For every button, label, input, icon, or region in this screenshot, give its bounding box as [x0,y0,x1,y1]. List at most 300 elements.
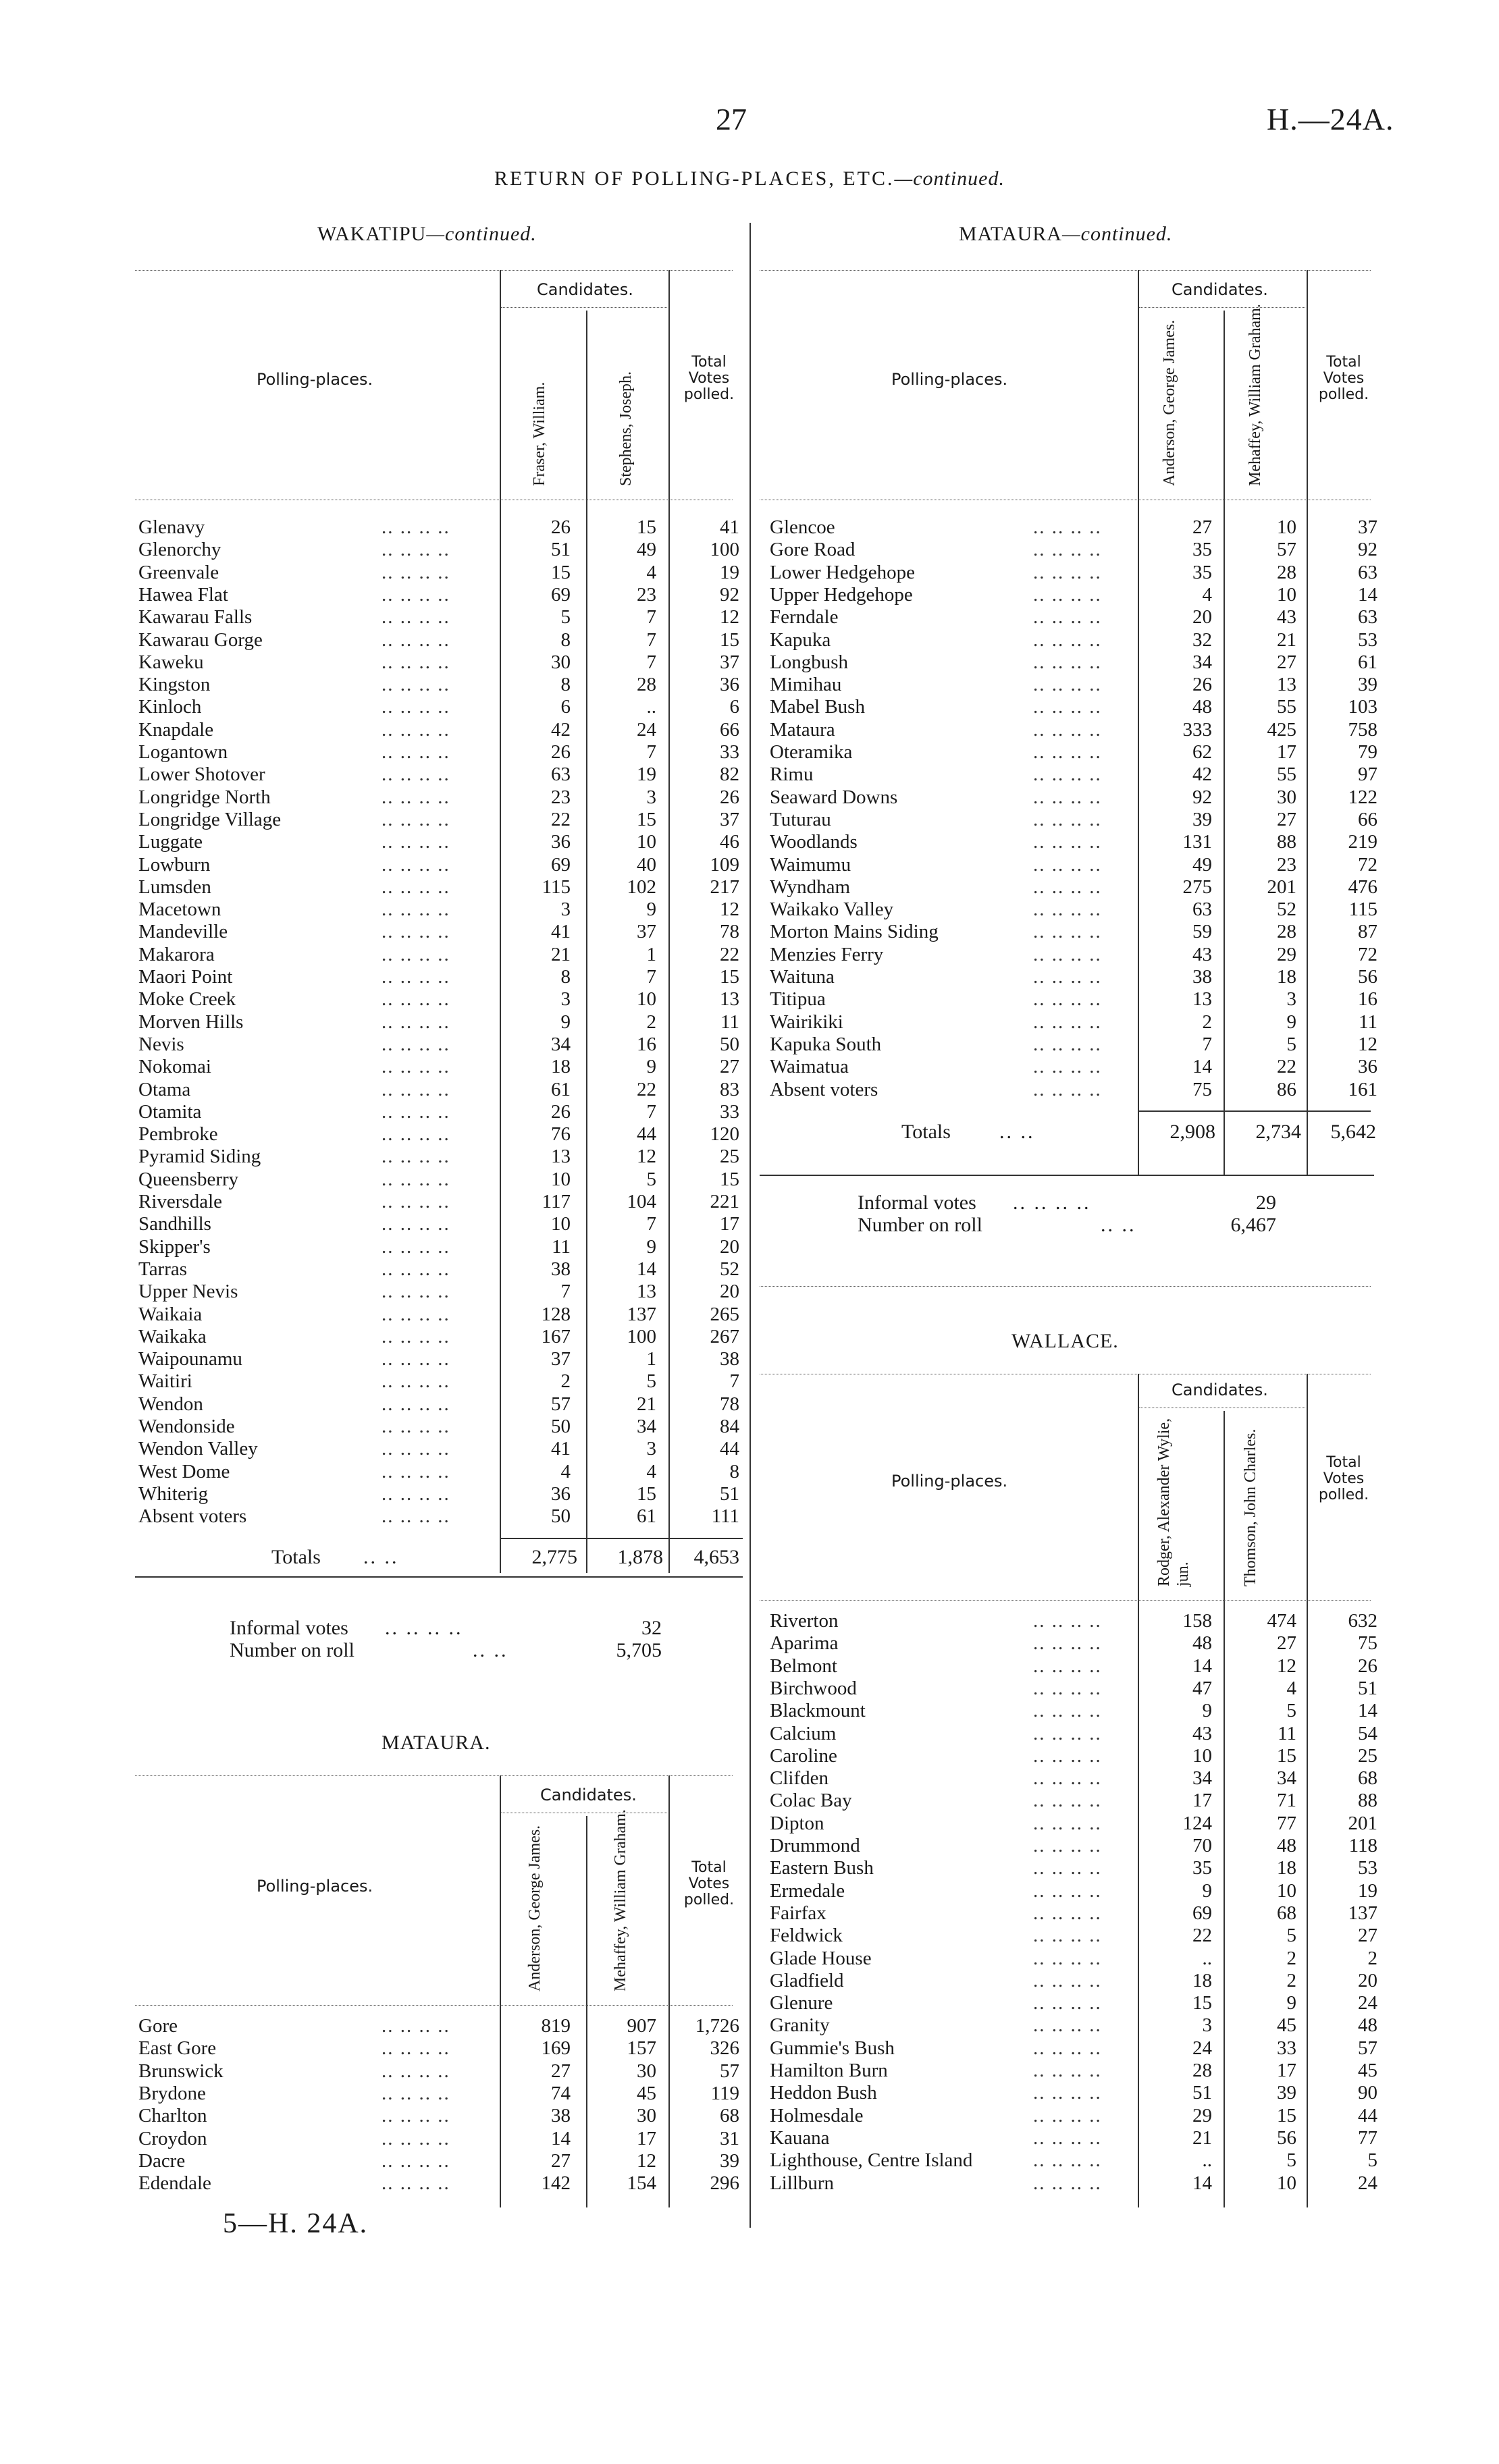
table-row [138,651,739,674]
candidate2-votes: 23 [1277,853,1296,876]
table-row [138,1483,739,1505]
total-votes: 25 [1358,1744,1377,1767]
candidate1-votes: 36 [551,831,571,853]
dot-leader: .. .. .. .. [1033,1812,1102,1834]
polling-place-name: Waikaka [138,1325,207,1347]
dot-leader: .. .. .. .. [382,808,450,830]
table-row [770,1632,1377,1655]
total-votes: 1,726 [695,2015,739,2037]
polling-place-name: Lower Shotover [138,764,265,786]
candidate1-votes: 35 [1192,539,1212,561]
total-votes: 161 [1348,1078,1377,1100]
candidate1-votes: 63 [1192,899,1212,921]
table-row [138,1438,739,1460]
table-row [770,2126,1377,2149]
candidate1-votes: 36 [551,1482,571,1505]
total-votes: 78 [720,921,739,943]
candidate1-votes: 7 [560,1281,571,1303]
total-votes: 12 [720,899,739,921]
table-row [138,539,739,561]
table-row [138,1169,739,1191]
total-votes: 109 [710,853,739,876]
polling-place-name: Longbush [770,651,848,673]
polling-place-name: East Gore [138,2037,217,2060]
total-votes: 63 [1358,561,1377,583]
polling-place-name: Birchwood [770,1677,857,1699]
candidate2-votes: 33 [1277,2037,1296,2059]
total-votes: 632 [1348,1610,1377,1632]
candidate1-votes: 14 [1192,1655,1212,1677]
candidate1-votes: 14 [1192,2172,1212,2194]
candidate2-votes: 201 [1267,876,1296,898]
candidate2-votes: 15 [1277,1744,1296,1767]
candidate2-votes: 2 [1286,1947,1296,1969]
candidate1-votes: 9 [1202,1700,1212,1722]
total-votes: 51 [720,1482,739,1505]
total-votes: 48 [1358,2014,1377,2037]
candidate2-votes: 2 [1286,1969,1296,1991]
table-row [770,853,1377,876]
total-votes: 14 [1358,1700,1377,1722]
candidate1-votes: 5 [560,606,571,628]
polling-place-name: Nokomai [138,1056,211,1078]
polling-place-name: Mandeville [138,921,228,943]
table-row [138,1056,739,1078]
polling-place-name: Mataura [770,718,835,741]
candidate2-votes: 22 [1277,1056,1296,1078]
candidate2-votes: 68 [1277,1902,1296,1924]
total-votes: 57 [1358,2037,1377,2059]
dot-leader: .. .. .. .. [1033,899,1102,921]
candidate-name: Anderson, George James. [526,1825,544,1991]
candidate2-votes: 2 [646,1011,656,1033]
candidate1-votes: 27 [551,2149,571,2172]
dot-leader: .. .. .. .. [1033,1632,1102,1655]
total-votes: 53 [1358,628,1377,651]
polling-places-header: Polling-places. [257,1877,373,1896]
table-row [138,1505,739,1528]
candidate1-votes: 15 [551,561,571,583]
total-votes: 50 [720,1033,739,1055]
total-votes: 20 [1358,1969,1377,1991]
table-row [138,831,739,853]
candidate1-votes: 333 [1182,718,1212,741]
dot-leader: .. .. .. .. [382,1393,450,1415]
dot-leader: .. .. .. .. [382,2082,450,2104]
dot-leader: .. .. .. .. [382,943,450,965]
candidate1-votes: 18 [1192,1969,1212,1991]
candidate2-votes: 3 [646,786,656,808]
table-row [138,2172,739,2195]
totals-candidate1: 2,908 [1169,1121,1215,1143]
table-row [138,1416,739,1438]
polling-place-name: Nevis [138,1033,184,1055]
total-votes: 39 [1358,674,1377,696]
candidate2-votes: 22 [637,1078,656,1100]
total-votes: 15 [720,966,739,988]
candidate1-votes: 49 [1192,853,1212,876]
candidate2-votes: 7 [646,606,656,628]
total-votes: 51 [1358,1677,1377,1699]
candidate1-votes: 39 [1192,808,1212,830]
table-row [138,899,739,921]
polling-place-name: Brydone [138,2082,206,2104]
polling-place-name: Knapdale [138,718,214,741]
table-row [138,966,739,988]
polling-place-name: Gore [138,2015,178,2037]
table-row [770,539,1377,561]
candidate2-votes: 474 [1267,1610,1296,1632]
total-votes: 476 [1348,876,1377,898]
dot-leader: .. .. .. .. [1033,2014,1102,2037]
number-on-roll-value: 5,705 [616,1639,662,1661]
table-row [770,2082,1377,2104]
polling-place-name: Titipua [770,988,826,1011]
polling-place-name: Waimumu [770,853,851,876]
dot-leader: .. .. .. .. [1033,808,1102,830]
candidate2-votes: 10 [637,988,656,1011]
dot-leader: .. .. .. .. [1033,628,1102,651]
polling-place-name: Kapuka South [770,1033,882,1055]
dot-leader: .. .. .. .. [382,1281,450,1303]
total-votes: 36 [1358,1056,1377,1078]
candidate2-votes: 88 [1277,831,1296,853]
table-row [770,1677,1377,1700]
candidate2-votes: 15 [637,516,656,538]
candidate2-votes: 11 [1278,1722,1296,1744]
polling-place-name: Tarras [138,1258,188,1280]
polling-place-name: Lower Hedgehope [770,561,915,583]
table-row [770,764,1377,786]
candidate2-votes: 45 [1277,2014,1296,2037]
polling-place-name: Waipounamu [138,1348,242,1370]
dot-leader: .. .. .. .. [382,2060,450,2082]
polling-place-name: Seaward Downs [770,786,898,808]
polling-place-name: Blackmount [770,1700,866,1722]
candidate2-votes: 7 [646,966,656,988]
polling-place-name: Gladfield [770,1969,844,1991]
polling-place-name: Glencoe [770,516,835,538]
candidate1-votes: 38 [551,2105,571,2127]
dot-leader: .. .. .. .. [1033,1947,1102,1969]
candidate2-votes: 27 [1277,808,1296,830]
candidate1-votes: 41 [551,1438,571,1460]
wakatipu-heading-suffix: —continued. [426,223,537,245]
section-heading-mataura: MATAURA. [382,1732,491,1754]
table-row [138,1101,739,1123]
polling-place-name: Macetown [138,899,221,921]
candidate2-votes: 34 [637,1416,656,1437]
dot-leader: .. .. .. .. [382,2127,450,2149]
table-row [770,1011,1377,1034]
table-row [770,1857,1377,1879]
header-rule [135,270,733,271]
total-votes: 2 [1367,1947,1377,1969]
candidate1-votes: 38 [551,1258,571,1280]
candidate2-votes: 7 [646,651,656,673]
total-votes: 33 [720,741,739,763]
candidate2-votes: 14 [637,1258,656,1280]
total-votes: 326 [710,2037,739,2060]
total-votes: 16 [1358,988,1377,1011]
candidate1-votes: 59 [1192,921,1212,943]
candidate2-votes: 5 [1286,1700,1296,1722]
candidate1-votes: 3 [560,899,571,921]
dot-leader: .. .. .. .. [382,899,450,921]
total-votes: 37 [1358,516,1377,538]
table-row [770,2037,1377,2060]
table-row [138,606,739,628]
candidate2-votes: 12 [637,1146,656,1168]
candidate2-votes: 39 [1277,2082,1296,2104]
total-votes: 122 [1348,786,1377,808]
total-votes: 19 [1358,1879,1377,1902]
dot-leader: .. .. .. .. [1033,876,1102,898]
dot-leader: .. .. .. .. [1033,674,1102,696]
total-votes: 758 [1348,718,1377,741]
total-votes: 84 [720,1416,739,1437]
table-row [770,696,1377,718]
polling-place-name: Otama [138,1078,191,1100]
total-votes: 53 [1358,1857,1377,1879]
polling-place-name: Drummond [770,1835,860,1856]
dot-leader: .. .. .. .. [1033,718,1102,741]
total-votes: 22 [720,943,739,965]
table-row [770,516,1377,539]
candidate1-votes: 29 [1192,2104,1212,2126]
candidates-rule [501,307,667,308]
candidate2-votes: 13 [1277,674,1296,696]
table-row [770,2060,1377,2082]
polling-place-name: Waikaia [138,1303,203,1325]
candidates-header: Candidates. [540,1786,637,1804]
total-votes: 25 [720,1146,739,1168]
total-votes: 19 [720,561,739,583]
candidate1-votes: 8 [560,966,571,988]
polling-place-name: Charlton [138,2105,207,2127]
polling-place-name: Otamita [138,1100,202,1123]
polling-place-name: Maori Point [138,966,233,988]
table-row [770,1790,1377,1812]
dot-leader: .. .. .. .. [382,786,450,808]
total-votes-header: Total Votes polled. [683,1859,735,1908]
polling-place-name: Hawea Flat [138,583,228,606]
polling-place-name: Glade House [770,1947,872,1969]
dot-leader: .. .. .. .. [382,1438,450,1460]
total-votes: 7 [729,1370,739,1393]
candidate1-votes: 26 [551,516,571,538]
dot-leader: .. .. .. .. [382,1348,450,1370]
candidate2-votes: 27 [1277,1632,1296,1655]
candidate1-votes: 74 [551,2082,571,2104]
polling-place-name: Dacre [138,2149,186,2172]
number-on-roll-leader: .. .. [473,1639,508,1661]
candidates-rule [1139,307,1305,308]
candidate1-votes: 27 [551,2060,571,2082]
candidate1-votes: 275 [1182,876,1212,898]
candidate2-votes: 425 [1267,718,1296,741]
candidate1-votes: 10 [1192,1744,1212,1767]
polling-place-name: Whiterig [138,1482,209,1505]
total-votes: 75 [1358,1632,1377,1655]
table-row [770,741,1377,764]
table-row [770,718,1377,741]
candidate1-votes: 18 [551,1056,571,1078]
total-votes: 88 [1358,1790,1377,1812]
candidate-name: Mehaffey, William Graham. [612,1809,629,1991]
dot-leader: .. .. .. .. [382,516,450,538]
table-row [770,808,1377,831]
candidate2-votes: 21 [637,1393,656,1415]
polling-place-name: Kauana [770,2126,830,2149]
polling-place-name: Longridge Village [138,808,282,830]
section-end-rule [760,1175,1374,1176]
dot-leader: .. .. .. .. [382,1033,450,1055]
number-on-roll-label: Number on roll [858,1214,982,1236]
table-row [138,854,739,876]
dot-leader: .. .. .. .. [382,674,450,696]
number-on-roll-leader: .. .. [1101,1214,1136,1236]
table-row [138,786,739,809]
candidate1-votes: 28 [1192,2060,1212,2081]
candidate1-votes: 158 [1182,1610,1212,1632]
total-votes: 24 [1358,1992,1377,2014]
dot-leader: .. .. .. .. [1033,764,1102,786]
total-votes: 63 [1358,606,1377,628]
polling-place-name: Wairikiki [770,1011,843,1033]
dot-leader: .. .. .. .. [382,539,450,561]
candidate2-votes: .. [646,696,656,718]
candidate2-votes: 49 [637,539,656,561]
table-row [138,741,739,764]
dot-leader: .. .. .. .. [382,2037,450,2060]
total-votes: 82 [720,764,739,786]
dot-leader: .. .. .. .. [1033,1655,1102,1677]
table-row [770,1610,1377,1632]
candidate2-votes: 55 [1277,696,1296,718]
informal-votes-value: 32 [641,1617,662,1639]
polling-place-name: Colac Bay [770,1790,852,1812]
totals-rule [1138,1110,1371,1112]
table-row [770,988,1377,1011]
dot-leader: .. .. .. .. [1033,1056,1102,1078]
candidate1-votes: .. [1202,2149,1212,2172]
candidate2-votes: 86 [1277,1078,1296,1100]
candidate-name: Fraser, William. [531,381,548,486]
candidate1-votes: 21 [551,943,571,965]
candidate2-votes: 5 [1286,2149,1296,2172]
candidate2-votes: 12 [637,2149,656,2172]
polling-places-header: Polling-places. [257,370,373,389]
table-row [770,921,1377,943]
candidate1-votes: 8 [560,628,571,651]
total-votes: 115 [1348,899,1377,921]
polling-place-name: Absent voters [138,1505,247,1528]
dot-leader: .. .. .. .. [382,1011,450,1033]
total-votes: 31 [720,2127,739,2149]
candidate1-votes: 13 [1192,988,1212,1011]
total-votes: 97 [1358,764,1377,786]
dot-leader: .. .. .. .. [1033,921,1102,943]
candidate2-votes: 10 [1277,583,1296,606]
document-reference: H.—24A. [1267,102,1394,136]
candidate-name: Mehaffey, William Graham. [1246,304,1264,486]
dot-leader: .. .. .. .. [382,628,450,651]
dot-leader: .. .. .. .. [382,1460,450,1482]
table-row [138,1393,739,1416]
polling-place-name: Mabel Bush [770,696,865,718]
table-row [770,561,1377,584]
candidate1-votes: 63 [551,764,571,786]
table-row [138,2037,739,2060]
table-row [138,1236,739,1258]
dot-leader: .. .. .. .. [382,1056,450,1078]
dot-leader: .. .. .. .. [1033,651,1102,673]
dot-leader: .. .. .. .. [1033,1835,1102,1856]
candidate1-votes: 819 [541,2015,571,2037]
dot-leader: .. .. .. .. [382,853,450,876]
candidate2-votes: 57 [1277,539,1296,561]
candidate2-votes: 61 [637,1505,656,1528]
candidate1-votes: 34 [551,1033,571,1055]
polling-places-header: Polling-places. [891,1472,1008,1491]
dot-leader: .. .. .. .. [382,1370,450,1393]
table-row [138,2105,739,2127]
table-row [770,628,1377,651]
dot-leader: .. .. .. .. [1033,741,1102,763]
table-row [770,1902,1377,1925]
table-row [770,651,1377,674]
table-row [138,629,739,651]
section-rule [760,1286,1371,1287]
dot-leader: .. .. .. .. [382,2105,450,2127]
informal-votes-value: 29 [1256,1191,1276,1214]
dot-leader: .. .. .. .. [1033,516,1102,538]
dot-leader: .. .. .. .. [382,1146,450,1168]
table-row [770,1033,1377,1056]
dot-leader: .. .. .. .. [1033,1033,1102,1055]
candidate1-votes: 22 [1192,1925,1212,1947]
polling-place-name: Upper Nevis [138,1281,238,1303]
candidate1-votes: 142 [541,2172,571,2195]
candidate2-votes: 137 [627,1303,656,1325]
dot-leader: .. .. .. .. [1033,2172,1102,2194]
number-on-roll-value: 6,467 [1230,1214,1276,1236]
total-votes: 68 [720,2105,739,2127]
candidate2-votes: 44 [637,1123,656,1146]
candidate2-votes: 102 [627,876,656,898]
title-suffix: —continued. [894,167,1005,190]
total-votes: 11 [1359,1011,1377,1033]
total-votes: 111 [711,1505,739,1528]
candidate1-votes: 4 [1202,583,1212,606]
candidate2-votes: 10 [1277,2172,1296,2194]
candidate1-votes: 69 [551,853,571,876]
polling-place-name: Lumsden [138,876,211,898]
candidate1-votes: 24 [1192,2037,1212,2059]
candidate2-votes: 10 [1277,1879,1296,1902]
total-votes: 5 [1367,2149,1377,2172]
polling-place-name: Waituna [770,966,835,988]
candidate1-votes: 51 [551,539,571,561]
total-votes-header: Total Votes polled. [683,354,735,403]
total-votes: 26 [1358,1655,1377,1677]
header-rule [135,2005,733,2006]
candidate1-votes: 26 [551,741,571,763]
polling-place-name: Greenvale [138,561,219,583]
total-votes: 61 [1358,651,1377,673]
polling-place-name: Ermedale [770,1879,845,1902]
